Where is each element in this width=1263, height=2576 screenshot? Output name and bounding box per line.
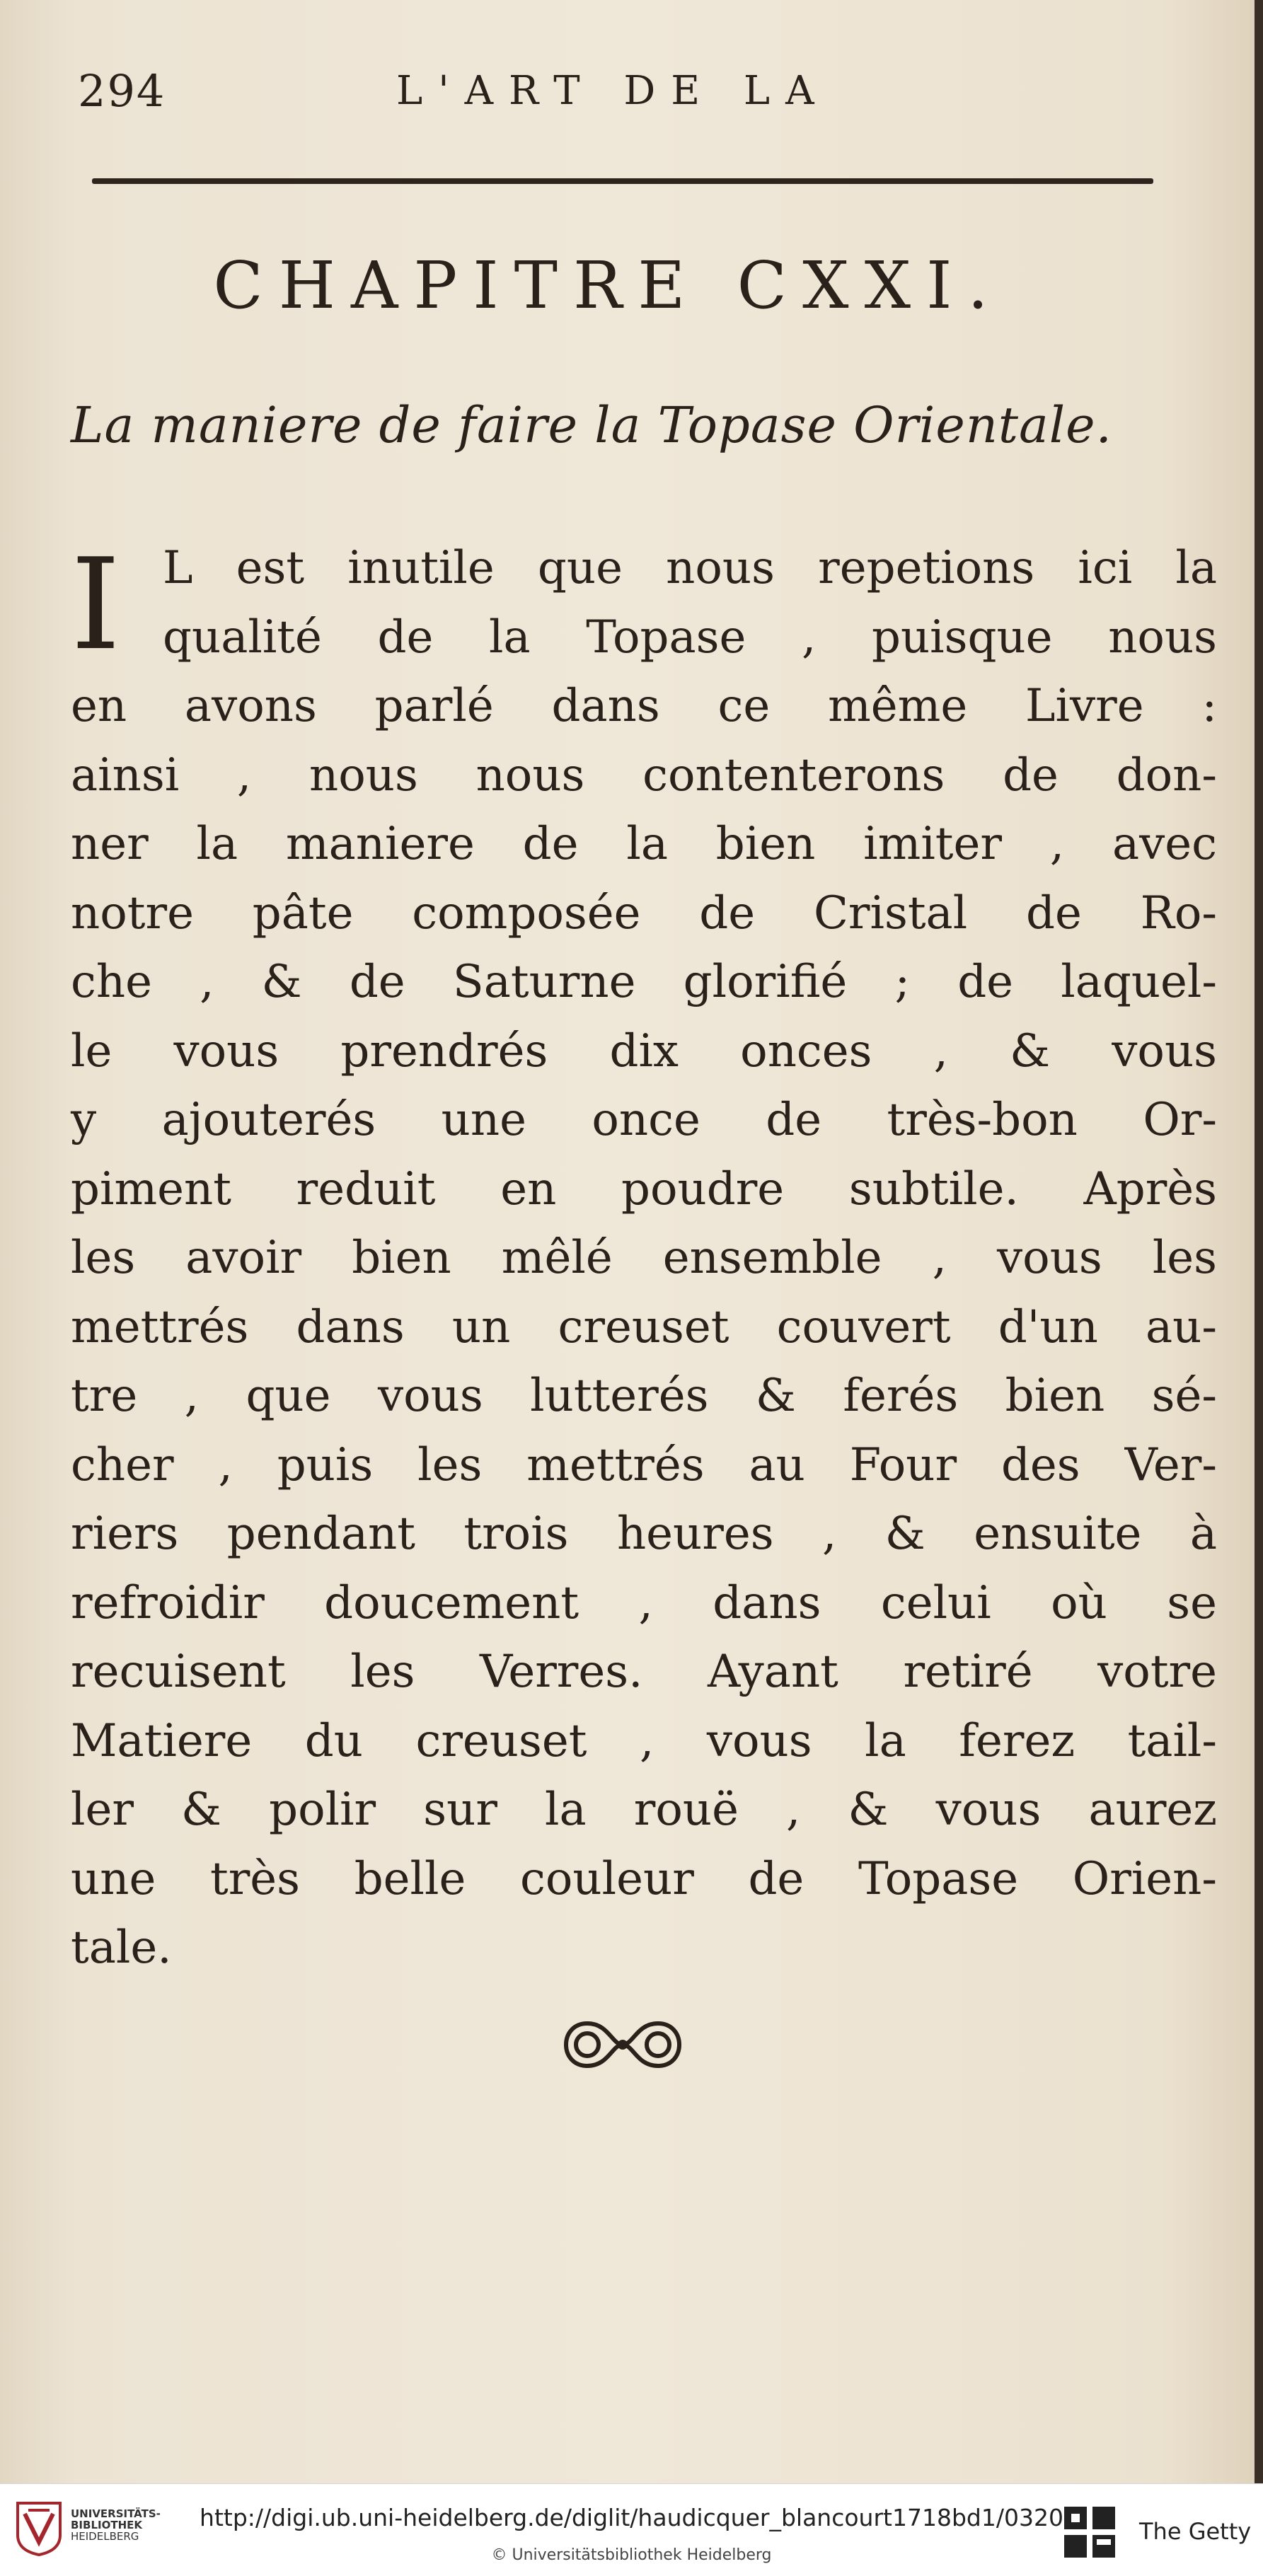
- header-rule: [92, 178, 1153, 184]
- drop-cap: I: [71, 531, 121, 678]
- institution-line: UNIVERSITÄTS-: [71, 2507, 161, 2520]
- page-number: 294: [78, 65, 166, 117]
- institution-line: HEIDELBERG: [71, 2530, 139, 2543]
- text-line: riers pendant trois heures , & ensuite à: [71, 1508, 1217, 1560]
- text-line: notre pâte composée de Cristal de Ro-: [71, 886, 1217, 940]
- text-line: le vous prendrés dix onces , & vous: [71, 1024, 1217, 1078]
- text-line: en avons parlé dans ce même Livre :: [71, 680, 1217, 732]
- text-line: y ajouterés une once de très-bon Or-: [71, 1094, 1217, 1146]
- copyright-notice: © Universitätsbibliothek Heidelberg: [491, 2546, 772, 2564]
- fleuron-ornament-icon: [545, 2009, 700, 2080]
- running-head: [78, 65, 1182, 129]
- text-line: une très belle couleur de Topase Orien-: [71, 1852, 1217, 1905]
- text-line: recuisent les Verres. Ayant retiré votre: [71, 1646, 1217, 1698]
- text-line: tale.: [71, 1922, 172, 1974]
- text-line: Matiere du creuset , vous la ferez tail-: [71, 1714, 1217, 1767]
- text-line: refroidir doucement , dans celui où se: [71, 1576, 1217, 1629]
- running-title: L'ART DE LA: [396, 68, 830, 114]
- partner-name: The Getty: [1139, 2518, 1252, 2545]
- text-line: cher , puis les mettrés au Four des Ver-: [71, 1438, 1217, 1491]
- chapter-title: CHAPITRE CXXI.: [213, 248, 1004, 323]
- chapter-subtitle: La maniere de faire la Topase Orientale.: [71, 396, 1112, 454]
- getty-logo-icon[interactable]: [1061, 2504, 1118, 2560]
- text-line: piment reduit en poudre subtile. Après: [71, 1162, 1217, 1215]
- text-line: ainsi , nous nous contenterons de don-: [71, 749, 1217, 802]
- text-line: les avoir bien mêlé ensemble , vous les: [71, 1232, 1217, 1284]
- text-line: tre , que vous lutterés & ferés bien sé-: [71, 1370, 1217, 1422]
- institution-line: BIBLIOTHEK: [71, 2519, 142, 2531]
- source-url-link[interactable]: http://digi.ub.uni-heidelberg.de/diglit/haudicquer_blancourt1718bd1/0320: [200, 2504, 1063, 2531]
- text-line: L est inutile que nous repetions ici la: [163, 542, 1217, 594]
- text-line: mettrés dans un creuset couvert d'un au-: [71, 1300, 1217, 1353]
- text-line: ner la maniere de la bien imiter , avec: [71, 818, 1217, 870]
- footer-bar: [0, 2483, 1263, 2576]
- text-line: ler & polir sur la rouë , & vous aurez: [71, 1784, 1217, 1836]
- page-edge-shadow: [1255, 0, 1263, 2483]
- body-text: [71, 531, 1217, 1983]
- text-line: qualité de la Topase , puisque nous: [163, 611, 1217, 664]
- text-line: che , & de Saturne glorifié ; de laquel-: [71, 956, 1217, 1008]
